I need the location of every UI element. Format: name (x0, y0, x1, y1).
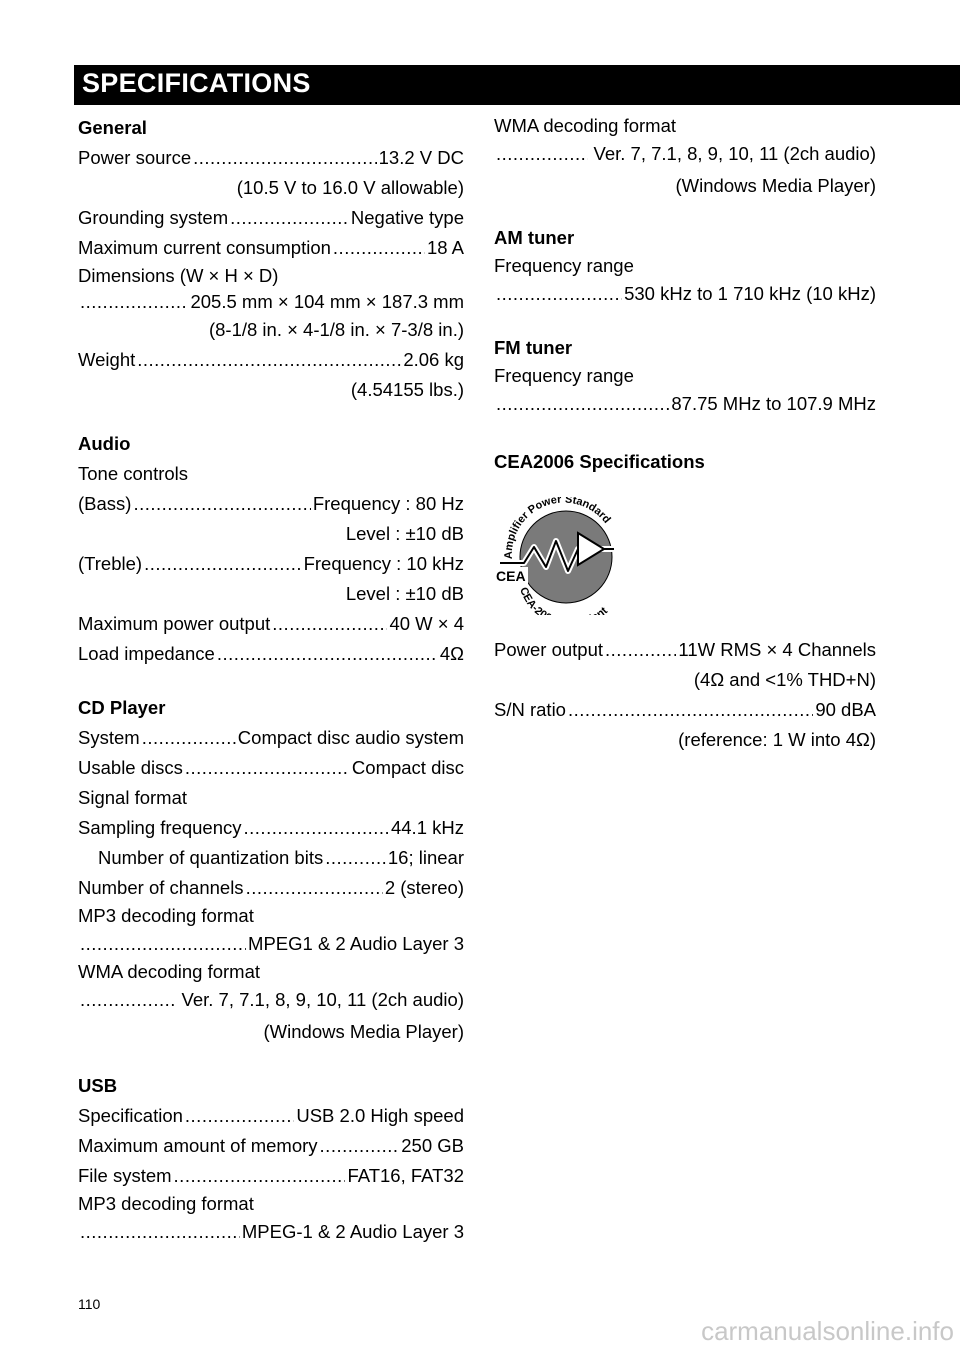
mp3-value: MPEG1 & 2 Audio Layer 3 (248, 933, 464, 954)
treble-value: Frequency : 10 kHz (303, 553, 464, 574)
leader-dots (333, 233, 425, 263)
grounding-row (78, 203, 464, 233)
leader-dots (80, 289, 188, 315)
sn-label: S/N ratio (494, 699, 566, 720)
fm-title: FM tuner (494, 337, 573, 358)
treble-row (78, 549, 464, 579)
leader-dots (496, 389, 669, 419)
leader-dots (193, 143, 377, 173)
bass-value: Frequency : 80 Hz (312, 493, 464, 514)
logo-brand-text: CEA (496, 568, 526, 584)
weight-note: (4.54155 lbs.) (350, 379, 464, 400)
fm-freq-label: Frequency range (494, 365, 634, 386)
wma-label: WMA decoding format (78, 961, 260, 982)
leader-dots (174, 1161, 346, 1191)
sampling-row (78, 813, 464, 843)
weight-row (78, 345, 464, 375)
discs-row (78, 753, 464, 783)
discs-value: Compact disc (351, 757, 464, 778)
left-column (78, 113, 464, 1247)
audio-title: Audio (78, 433, 131, 454)
power-source-value: 13.2 V DC (378, 147, 464, 168)
leader-dots (272, 609, 387, 639)
leader-dots (142, 723, 236, 753)
leader-dots (496, 279, 622, 309)
usb-spec-value: USB 2.0 High speed (296, 1105, 464, 1126)
sampling-label: Sampling frequency (78, 817, 242, 838)
usb-spec-label: Specification (78, 1105, 183, 1126)
dimensions-note: (8-1/8 in. × 4-1/8 in. × 7-3/8 in.) (208, 319, 464, 340)
right-column (494, 113, 876, 477)
leader-dots (80, 1217, 240, 1247)
treble-label: (Treble) (78, 553, 143, 574)
cea-logo-graphic (494, 497, 634, 615)
right-wma-value: Ver. 7, 7.1, 8, 9, 10, 11 (2ch audio) (593, 143, 876, 164)
leader-dots (496, 139, 588, 169)
fs-label: File system (78, 1165, 172, 1186)
weight-value: 2.06 kg (403, 349, 464, 370)
fs-value: FAT16, FAT32 (347, 1165, 464, 1186)
max-current-row (78, 233, 464, 263)
sn-note: (reference: 1 W into 4Ω) (678, 729, 876, 750)
power-source-note: (10.5 V to 16.0 V allowable) (236, 177, 464, 198)
grounding-value: Negative type (350, 207, 464, 228)
cd-title: CD Player (78, 697, 166, 718)
sampling-value: 44.1 kHz (390, 817, 464, 838)
load-label: Load impedance (78, 643, 215, 664)
leader-dots (80, 929, 246, 959)
right-wma-row (494, 139, 876, 169)
cea-2006-logo (494, 497, 634, 615)
leader-dots (217, 639, 438, 669)
page-number: 110 (78, 1296, 101, 1312)
wma-note: (Windows Media Player) (263, 1021, 464, 1042)
right-wma-label: WMA decoding format (494, 115, 676, 136)
sn-value: 90 dBA (815, 699, 876, 720)
logo-top-text: Amplifier Power Standard (502, 497, 613, 560)
power-output-row (494, 635, 876, 665)
cea-title: CEA2006 Specifications (494, 451, 705, 472)
watermark: carmanualsonline.info (701, 1316, 954, 1346)
leader-dots (325, 843, 386, 873)
mp3-label: MP3 decoding format (78, 905, 254, 926)
leader-dots (320, 1131, 400, 1161)
load-value: 4Ω (439, 643, 464, 664)
treble-level: Level : ±10 dB (345, 583, 464, 604)
tone-label: Tone controls (78, 463, 189, 484)
power-output-label: Power output (494, 639, 604, 660)
usb-title: USB (78, 1075, 118, 1096)
system-value: Compact disc audio system (237, 727, 464, 748)
quant-row (78, 843, 464, 873)
fm-freq-value: 87.75 MHz to 107.9 MHz (671, 393, 876, 414)
power-output-value: 11W RMS × 4 Channels (678, 639, 876, 660)
leader-dots (144, 549, 302, 579)
memory-row (78, 1131, 464, 1161)
max-power-row (78, 609, 464, 639)
system-row (78, 723, 464, 753)
am-freq-row (494, 279, 876, 309)
max-current-value: 18 A (426, 237, 464, 258)
channels-row (78, 873, 464, 903)
page-title: SPECIFICATIONS (82, 68, 311, 98)
power-source-label: Power source (78, 147, 192, 168)
general-title: General (78, 117, 147, 138)
dimensions-row (78, 289, 464, 315)
leader-dots (246, 873, 383, 903)
signal-label: Signal format (78, 787, 187, 808)
am-freq-value: 530 kHz to 1 710 kHz (10 kHz) (624, 283, 876, 304)
leader-dots (133, 489, 310, 519)
leader-dots (244, 813, 389, 843)
usb-mp3-value: MPEG-1 & 2 Audio Layer 3 (241, 1221, 464, 1242)
leader-dots (185, 753, 350, 783)
sn-row (494, 695, 876, 725)
fs-row (78, 1161, 464, 1191)
fm-freq-row (494, 389, 876, 419)
logo-bottom-text: CEA-20 nt (517, 585, 610, 615)
cea-specs (494, 635, 876, 755)
quant-label: Number of quantization bits (98, 847, 324, 868)
weight-label: Weight (78, 349, 136, 370)
power-source-row (78, 143, 464, 173)
am-freq-label: Frequency range (494, 255, 634, 276)
bass-row (78, 489, 464, 519)
dimensions-value: 205.5 mm × 104 mm × 187.3 mm (190, 291, 464, 312)
section-header (74, 65, 960, 105)
load-row (78, 639, 464, 669)
wma-row (78, 985, 464, 1015)
bass-level: Level : ±10 dB (345, 523, 464, 544)
max-power-value: 40 W × 4 (389, 613, 464, 634)
usb-mp3-label: MP3 decoding format (78, 1193, 254, 1214)
max-current-label: Maximum current consumption (78, 237, 331, 258)
usb-spec-row (78, 1101, 464, 1131)
usb-mp3-row (78, 1217, 464, 1247)
system-label: System (78, 727, 140, 748)
leader-dots (185, 1101, 294, 1131)
power-output-note: (4Ω and <1% THD+N) (693, 669, 876, 690)
right-wma-note: (Windows Media Player) (675, 175, 876, 196)
channels-value: 2 (stereo) (384, 877, 464, 898)
memory-value: 250 GB (401, 1135, 464, 1156)
channels-label: Number of channels (78, 877, 244, 898)
grounding-label: Grounding system (78, 207, 229, 228)
leader-dots (80, 985, 176, 1015)
leader-dots (568, 695, 813, 725)
discs-label: Usable discs (78, 757, 183, 778)
leader-dots (605, 635, 676, 665)
dimensions-label: Dimensions (W × H × D) (78, 265, 279, 286)
max-power-label: Maximum power output (78, 613, 271, 634)
leader-dots (137, 345, 401, 375)
mp3-row (78, 929, 464, 959)
bass-label: (Bass) (78, 493, 132, 514)
leader-dots (230, 203, 349, 233)
memory-label: Maximum amount of memory (78, 1135, 318, 1156)
quant-value: 16; linear (387, 847, 464, 868)
wma-value: Ver. 7, 7.1, 8, 9, 10, 11 (2ch audio) (181, 989, 464, 1010)
am-title: AM tuner (494, 227, 575, 248)
